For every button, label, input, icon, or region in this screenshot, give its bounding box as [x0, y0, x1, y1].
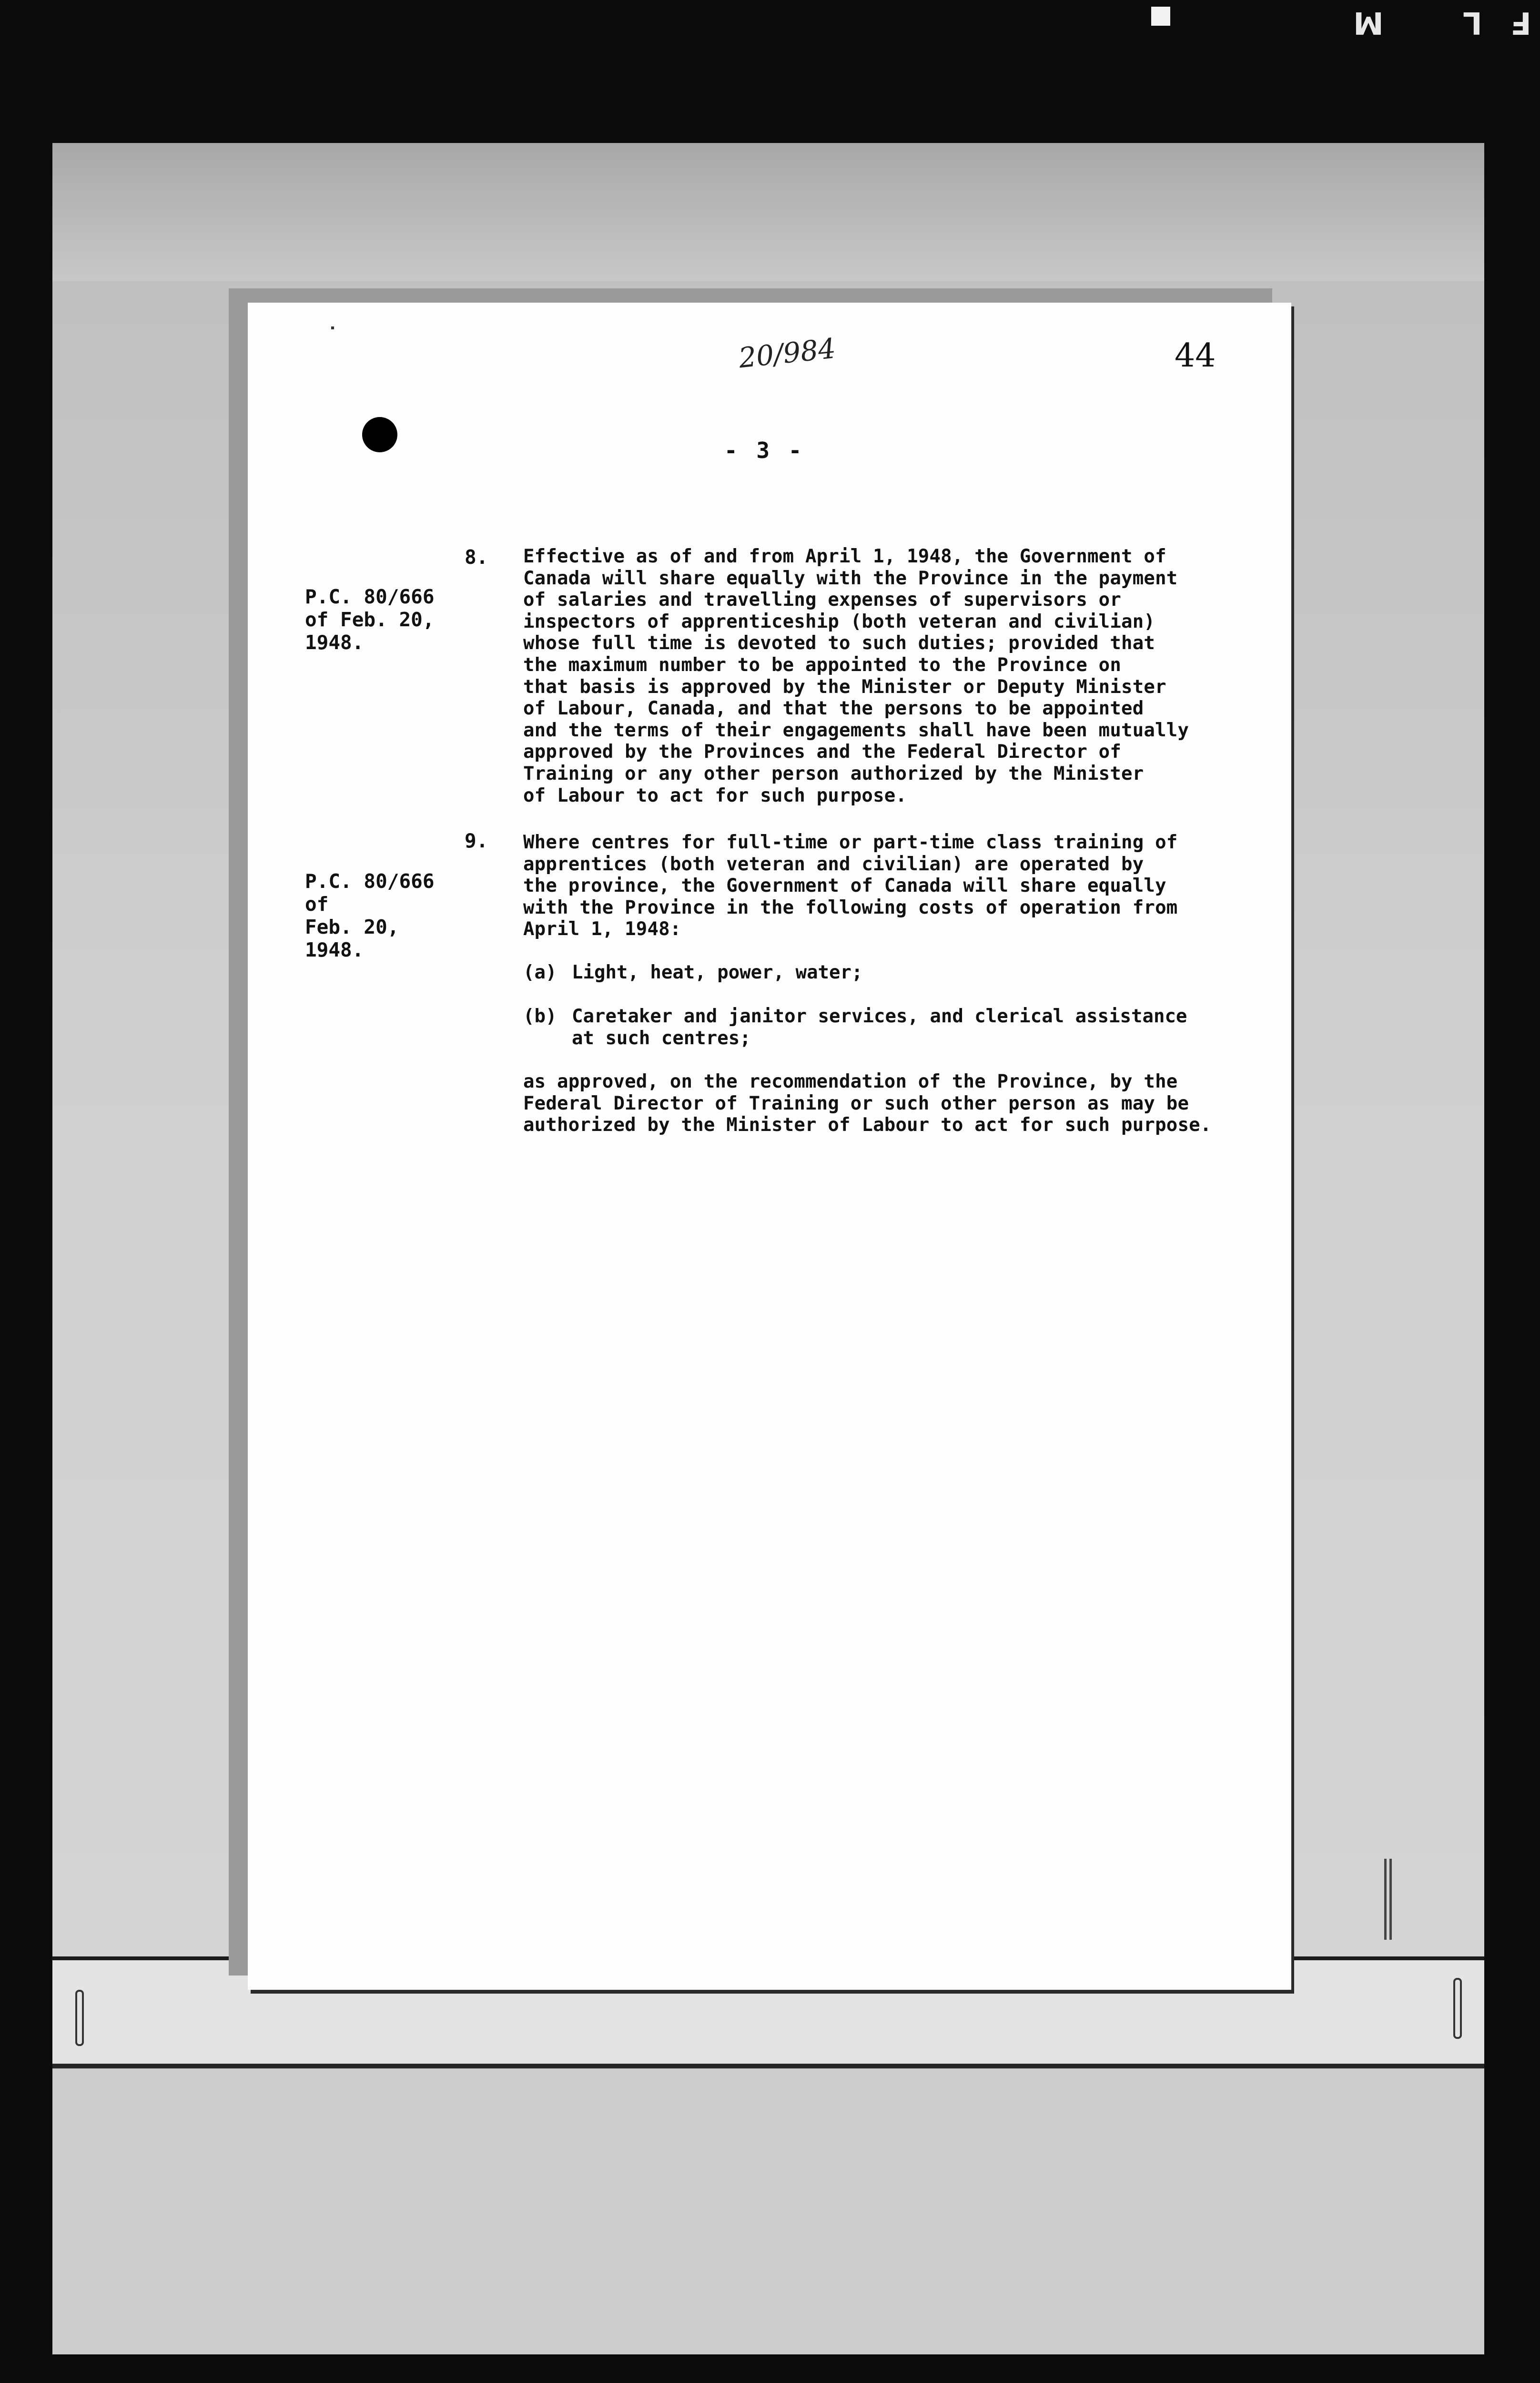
clip-left: [75, 1990, 84, 2046]
document-page: [248, 303, 1291, 1990]
film-marks: [1134, 0, 1540, 38]
paragraph-9-text: Where centres for full-time or part-time class training of apprentices (both veteran and civilian) are operated by the province, the Government of Canada will share equally with the Province in the following costs of operation from April 1, 1948:: [523, 832, 1178, 940]
board-divider-bottom: [52, 2064, 1484, 2068]
film-mark-m: M: [1353, 5, 1384, 40]
item-b-text: Caretaker and janitor services, and clerical assistance at such centres;: [572, 1006, 1187, 1049]
page-number: - 3 -: [724, 438, 805, 463]
handwritten-reference: 20/984: [737, 332, 838, 375]
paragraph-8-text: Effective as of and from April 1, 1948, the Government of Canada will share equally with the Province in the payment of salaries and travelling expenses of supervisors or inspectors of apprenticeship (both veteran and civilian) whose full time is devoted to such duties; provided that the maximum number to be appointed to the Province on that basis is approved by the Minister or Deputy Minister of Labour, Canada, and that the persons to be appointed and the terms of their engagements shall have been mutually approved by the Provinces and the Federal Director of Training or any other person authorized by the Minister of Labour to act for such purpose.: [523, 546, 1189, 806]
page-stamp-number: 44: [1175, 337, 1216, 375]
board-bottom: [52, 2068, 1484, 2354]
film-mark-l: L: [1463, 5, 1482, 40]
paragraph-9-number: 9.: [465, 829, 488, 852]
clip-right: [1453, 1978, 1462, 2039]
board-shadow: [52, 143, 1484, 281]
clip-mark: [1384, 1859, 1392, 1940]
paragraph-9-margin-note: P.C. 80/666 of Feb. 20, 1948.: [305, 870, 435, 961]
paragraph-8-number: 8.: [465, 546, 488, 569]
film-mark-f: F: [1510, 5, 1531, 40]
item-a-text: Light, heat, power, water;: [572, 962, 863, 983]
film-square-mark: [1151, 7, 1170, 26]
item-b-label: (b): [523, 1006, 557, 1027]
ink-dot: [331, 326, 334, 329]
paragraph-9-closing: as approved, on the recommendation of the Province, by the Federal Director of Training or such other person as may be authorized by the Minister of Labour to act for such purpose.: [523, 1071, 1212, 1136]
item-a-label: (a): [523, 962, 557, 983]
hole-punch: [362, 417, 397, 452]
paragraph-8-margin-note: P.C. 80/666 of Feb. 20, 1948.: [305, 585, 435, 654]
